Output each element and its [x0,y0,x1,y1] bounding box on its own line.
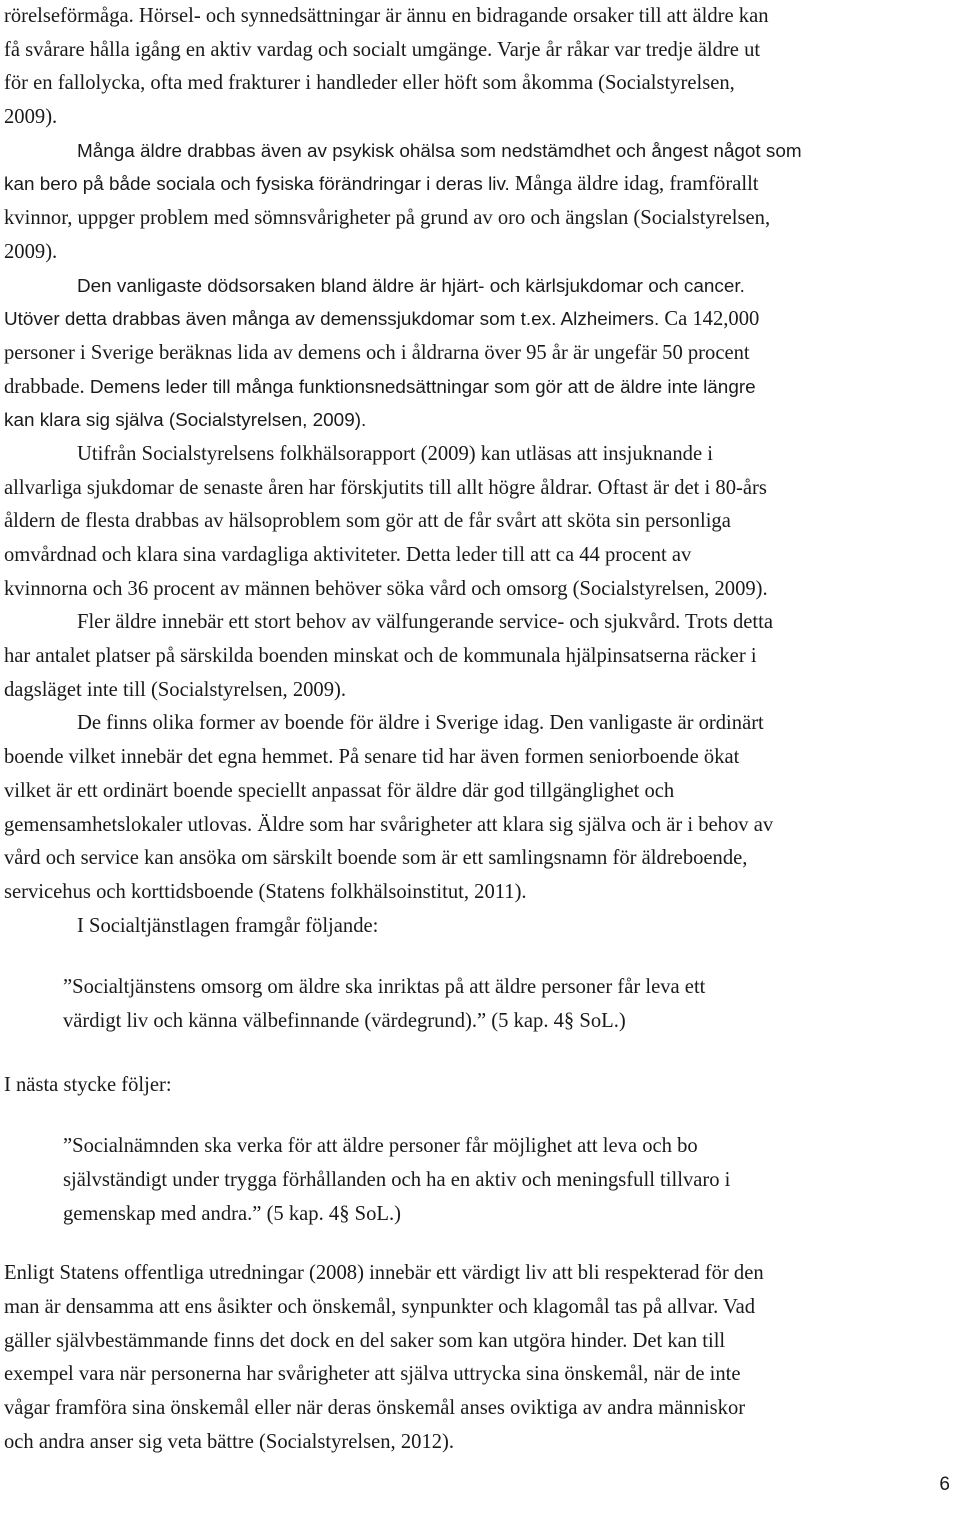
text-line: exempel vara när personerna har svårigheter att själva uttrycka sina önskemål, när de inte [4,1363,741,1386]
text-line: omvårdnad och klara sina vardagliga aktiviteter. Detta leder till att ca 44 procent av [4,544,692,566]
text-line: gäller självbestämmande finns det dock en del saker som kan utgöra hinder. Det kan till [4,1329,726,1352]
text-line: I nästa stycke följer: [4,1073,172,1096]
paragraph-sensory-impairment [4,0,954,135]
text-line: Fler äldre innebär ett stort behov av välfungerande service- och sjukvård. Trots detta [77,611,773,634]
text-line: De finns olika former av boende för äldre i Sverige idag. Den vanligaste är ordinärt [77,712,764,735]
paragraph-social-services-act-intro [4,910,954,944]
text-line: Den vanligaste dödsorsaken bland äldre är hjärt- och kärlsjukdomar och cancer. [77,275,745,297]
spacer [4,943,954,971]
text-line: dagsläget inte till (Socialstyrelsen, 2009). [4,678,347,701]
spacer [4,1102,954,1130]
paragraph-care-demand [4,606,954,707]
text-line: Många äldre drabbas även av psykisk ohälsa som nedstämdhet och ångest något som [77,140,802,162]
paragraph-public-health-report [4,438,954,606]
text-line: och andra anser sig veta bättre (Socialstyrelsen, 2012). [4,1430,455,1453]
text-line: Enligt Statens offentliga utredningar (2008) innebär ett värdigt liv att bli respekterad för den [4,1262,764,1285]
paragraph-causes-of-death [4,270,954,438]
text-line: I Socialtjänstlagen framgår följande: [77,914,379,937]
spacer [4,1231,954,1257]
text-line: kvinnorna och 36 procent av männen behöver söka vård och omsorg (Socialstyrelsen, 2009). [4,577,768,600]
quote-line: gemenskap med andra.” (5 kap. 4§ SoL.) [63,1202,401,1225]
text-line: kvinnor, uppger problem med sömnsvårigheter på grund av oro och ängslan (Socialstyrelsen, [4,207,771,230]
page-number: 6 [939,1474,950,1495]
spacer [4,1039,954,1069]
text-line: man är densamma att ens åsikter och önskemål, synpunkter och klagomål tas på allvar. Vad [4,1296,756,1319]
text-segment: Utöver detta drabbas även många av demenssjukdomar som t.ex. Alzheimers. [4,309,660,331]
text-line: 2009). [4,106,58,129]
quote-line: ”Socialnämnden ska verka för att äldre personer får möjlighet att leva och bo [63,1135,698,1158]
text-segment: Demens leder till många funktionsnedsättningar som gör att de äldre inte längre [84,376,756,398]
text-line: få svårare hålla igång en aktiv vardag och socialt umgänge. Varje år råkar var tredje äldre ut [4,38,761,61]
text-line: allvarliga sjukdomar de senaste åren har förskjutits till allt högre åldrar. Oftast är det i 80-års [4,476,767,499]
text-line: har antalet platser på särskilda boenden minskat och de kommunala hjälpinsatserna räcker i [4,645,757,668]
text-line: boende vilket innebär det egna hemmet. På senare tid har även formen seniorboende ökat [4,746,740,769]
paragraph-housing-forms [4,707,954,909]
paragraph-next-section-intro [4,1069,954,1103]
quote-line: värdigt liv och känna välbefinnande (värdegrund).” (5 kap. 4§ SoL.) [63,1009,626,1032]
text-segment: drabbade. [4,375,85,398]
text-line: vilket är ett ordinärt boende speciellt anpassat för äldre där god tillgänglighet och [4,779,675,802]
text-line: servicehus och korttidsboende (Statens folkhälsoinstitut, 2011). [4,880,527,903]
text-line: åldern de flesta drabbas av hälsoproblem som gör att de får svårt att sköta sin personliga [4,510,731,533]
text-line: vård och service kan ansöka om särskilt boende som är ett samlingsnamn för äldreboende, [4,847,748,870]
text-line [4,168,954,202]
document-page [4,0,954,1460]
text-line: rörelseförmåga. Hörsel- och synnedsättningar är ännu en bidragande orsaker till att äldre kan [4,5,769,27]
text-line [4,371,954,405]
text-line: Utifrån Socialstyrelsens folkhälsorapport (2009) kan utläsas att insjuknande i [77,442,713,465]
text-segment: Ca 142,000 [659,308,760,331]
block-quote-social-board [4,1130,954,1231]
text-line [4,303,954,337]
block-quote-values [4,971,954,1038]
text-segment: kan bero på både sociala och fysiska förändringar i deras liv. [4,174,510,196]
paragraph-mental-health [4,135,954,270]
text-line: vågar framföra sina önskemål eller när deras önskemål anses oviktiga av andra människor [4,1397,746,1420]
text-line: 2009). [4,240,58,263]
text-line: för en fallolycka, ofta med frakturer i handleder eller höft som åkomma (Socialstyrelsen, [4,72,735,95]
text-line: gemensamhetslokaler utlovas. Äldre som har svårigheter att klara sig själva och är i behov av [4,813,774,836]
paragraph-dignified-life [4,1257,954,1459]
text-line: kan klara sig själva (Socialstyrelsen, 2009). [4,410,367,432]
text-segment: Många äldre idag, framförallt [509,173,759,196]
text-line: personer i Sverige beräknas lida av demens och i åldrarna över 95 år är ungefär 50 procent [4,341,750,364]
quote-line: ”Socialtjänstens omsorg om äldre ska inriktas på att äldre personer får leva ett [63,976,706,999]
quote-line: självständigt under trygga förhållanden och ha en aktiv och meningsfull tillvaro i [63,1169,731,1191]
